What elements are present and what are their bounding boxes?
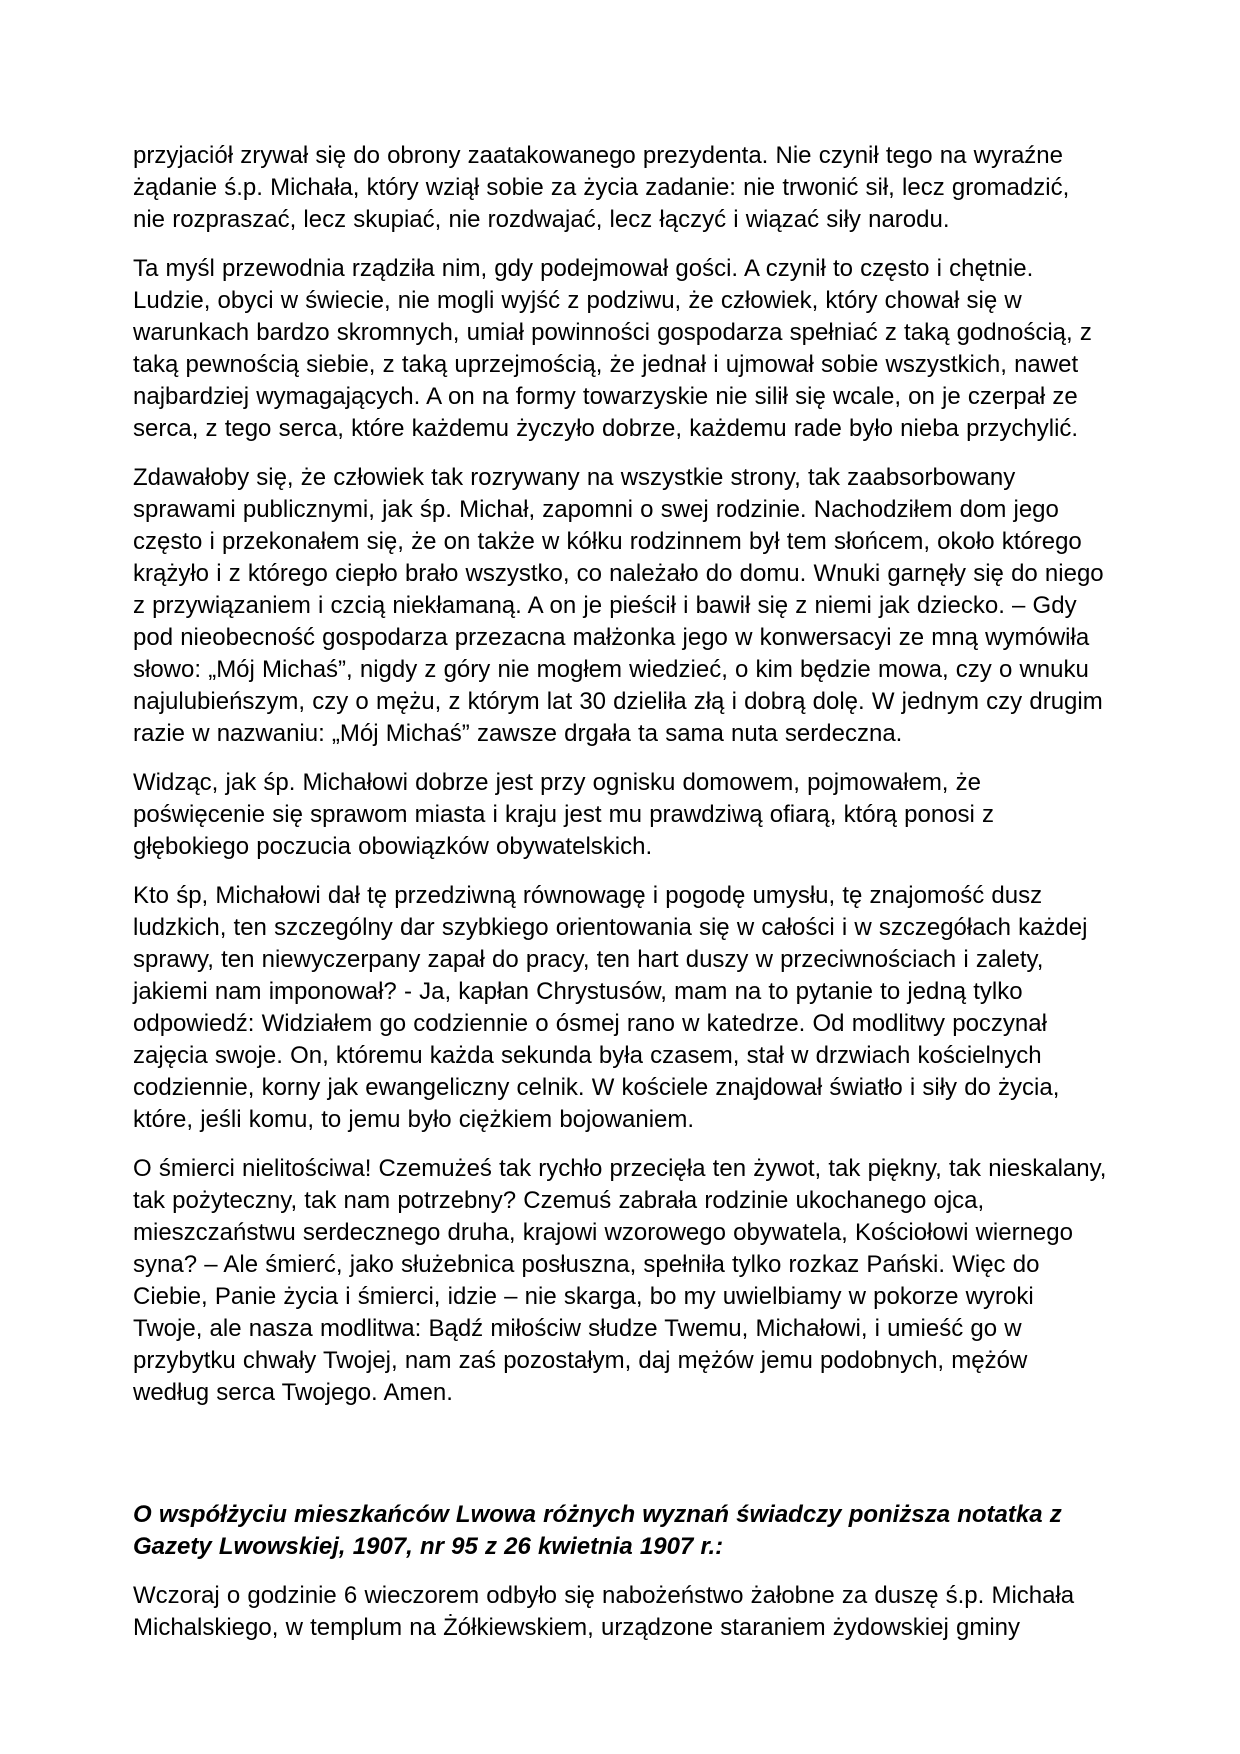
section-heading: O współżyciu mieszkańców Lwowa różnych wyznań świadczy poniższa notatka z Gazety Lwowskiej, 1907, nr 95 z 26 kwietnia 1907 r.: xyxy=(133,1501,1062,1560)
paragraph-4: Widząc, jak śp. Michałowi dobrze jest przy ognisku domowem, pojmowałem, że poświęcenie się sprawom miasta i kraju jest mu prawdziwą ofiarą, którą ponosi z głębokiego poczucia obowiązków obywatelskich. xyxy=(133,769,995,860)
paragraph-6: O śmierci nielitościwa! Czemużeś tak rychło przecięła ten żywot, tak piękny, tak nieskalany, tak pożyteczny, tak nam potrzebny? Czemuś zabrała rodzinie ukochanego ojca, mieszczaństwu serdecznego druha, krajowi wzorowego obywatela, Kościołowi wiernego syna? – Ale śmierć, jako służebnica posłuszna, spełniła tylko rozkaz Pański. Więc do Ciebie, Panie życia i śmierci, idzie – nie skarga, bo my uwielbiamy w pokorze wyroki Twoje, ale nasza modlitwa: Bądź miłościw słudze Twemu, Michałowi, i umieść go w przybytku chwały Twojej, nam zaś pozostałym, daj mężów jemu podobnych, mężów według serca Twojego. Amen. xyxy=(133,1155,1107,1406)
paragraph-2: Ta myśl przewodnia rządziła nim, gdy podejmował gości. A czynił to często i chętnie. Ludzie, obyci w świecie, nie mogli wyjść z podziwu, że człowiek, który chował się w warunkach bardzo skromnych, umiał powinności gospodarza spełniać z taką godnością, z taką pewnością siebie, z taką uprzejmością, że jednał i ujmował sobie wszystkich, nawet najbardziej wymagających. A on na formy towarzyskie nie silił się wcale, on je czerpał ze serca, z tego serca, które każdemu życzyło dobrze, każdemu rade było nieba przychylić. xyxy=(133,255,1092,442)
closing-paragraph: Wczoraj o godzinie 6 wieczorem odbyło się nabożeństwo żałobne za duszę ś.p. Michała Michalskiego, w templum na Żółkiewskiem, urządzone staraniem żydowskiej gminy xyxy=(133,1582,1075,1641)
paragraph-5: Kto śp, Michałowi dał tę przedziwną równowagę i pogodę umysłu, tę znajomość dusz ludzkich, ten szczególny dar szybkiego orientowania się w całości i w szczegółach każdej sprawy, ten niewyczerpany zapał do pracy, ten hart duszy w przeciwnościach i zalety, jakiemi nam imponował? - Ja, kapłan Chrystusów, mam na to pytanie to jedną tylko odpowiedź: Widziałem go codziennie o ósmej rano w katedrze. Od modlitwy poczynał zajęcia swoje. On, któremu każda sekunda była czasem, stał w drzwiach kościelnych codziennie, korny jak ewangeliczny celnik. W kościele znajdował światło i siły do życia, które, jeśli komu, to jemu było ciężkiem bojowaniem. xyxy=(133,882,1088,1133)
paragraph-3: Zdawałoby się, że człowiek tak rozrywany na wszystkie strony, tak zaabsorbowany sprawami publicznymi, jak śp. Michał, zapomni o swej rodzinie. Nachodziłem dom jego często i przekonałem się, że on także w kółku rodzinnem był tem słońcem, około którego krążyło i z którego ciepło brało wszystko, co należało do domu. Wnuki garnęły się do niego z przywiązaniem i czcią niekłamaną. A on je pieścił i bawił się z niemi jak dziecko. – Gdy pod nieobecność gospodarza przezacna małżonka jego w konwersacyi ze mną wymówiła słowo: „Mój Michaś”, nigdy z góry nie mogłem wiedzieć, o kim będzie mowa, czy o wnuku najulubieńszym, czy o mężu, z którym lat 30 dzieliła złą i dobrą dolę. W jednym czy drugim razie w nazwaniu: „Mój Michaś” zawsze drgała ta sama nuta serdeczna. xyxy=(133,464,1104,747)
paragraph-1: przyjaciół zrywał się do obrony zaatakowanego prezydenta. Nie czynił tego na wyraźne żądanie ś.p. Michała, który wziął sobie za życia zadanie: nie trwonić sił, lecz gromadzić, nie rozpraszać, lecz skupiać, nie rozdwajać, lecz łączyć i wiązać siły narodu. xyxy=(133,142,1070,233)
